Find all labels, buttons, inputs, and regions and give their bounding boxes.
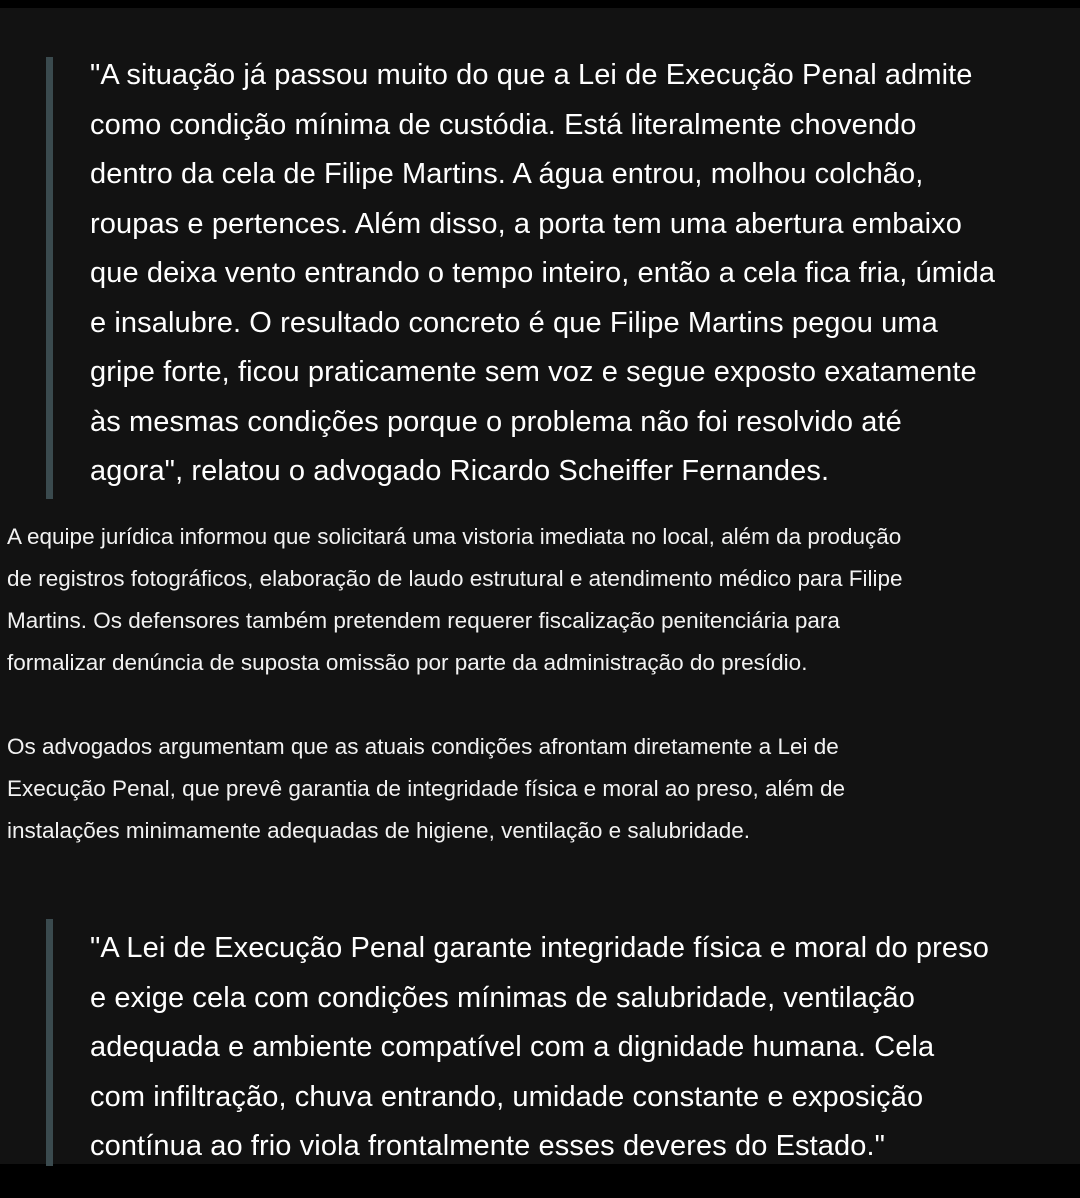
article-body: [0, 8, 1080, 1164]
blockquote-law-statement: [46, 919, 1080, 1166]
paragraph-legal-team-actions: A equipe jurídica informou que solicitará uma vistoria imediata no local, além da produção de registros fotográficos, elaboração de laudo estrutural e atendimento médico para Filipe Martins. Os defensores também pretendem requerer fiscalização penitenciária para formalizar denúncia de suposta omissão por parte da administração do presídio.: [7, 524, 903, 675]
blockquote-lawyer-statement: [46, 57, 1080, 499]
quote-text: "A situação já passou muito do que a Lei de Execução Penal admite como condição mínima de custódia. Está literalmente chovendo dentro da cela de Filipe Martins. A água entrou, molhou colchão, roupas e pertences. Além disso, a porta tem uma abertura embaixo que deixa vento entrando o tempo inteiro, então a cela fica fria, úmida e insalubre. O resultado concreto é que Filipe Martins pegou uma gripe forte, ficou praticamente sem voz e segue exposto exatamente às mesmas condições porque o problema não foi resolvido até agora", relatou o advogado Ricardo Scheiffer Fernandes.: [90, 59, 996, 487]
quote-text: "A Lei de Execução Penal garante integridade física e moral do preso e exige cela com condições mínimas de salubridade, ventilação adequada e ambiente compatível com a dignidade humana. Cela com infiltração, chuva entrando, umidade constante e exposição contínua ao frio viola frontalmente esses deveres do Estado.": [90, 932, 989, 1162]
paragraph-lawyers-argument: Os advogados argumentam que as atuais condições afrontam diretamente a Lei de Execução Penal, que prevê garantia de integridade física e moral ao preso, além de instalações minimamente adequadas de higiene, ventilação e salubridade.: [7, 734, 846, 843]
